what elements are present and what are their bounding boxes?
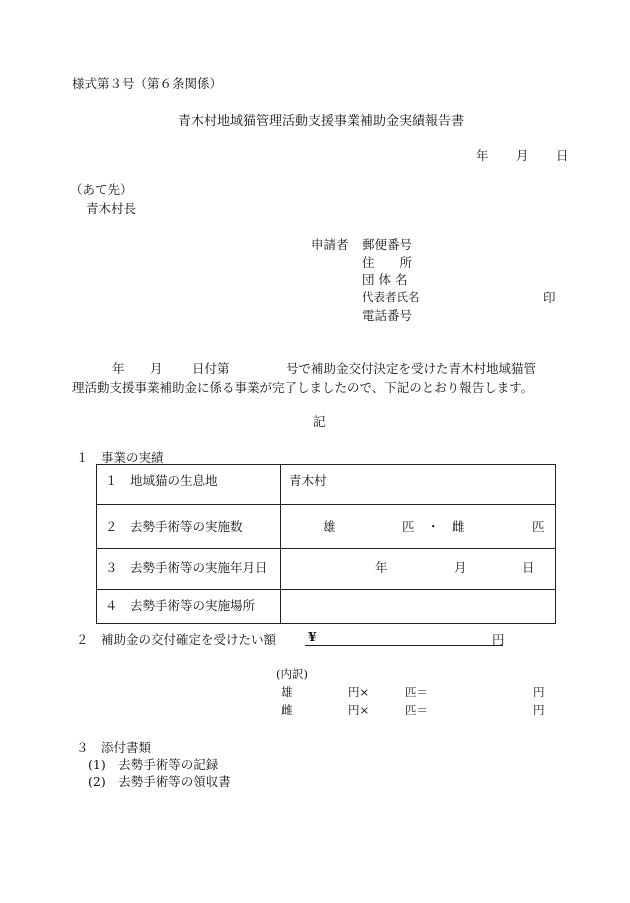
results-table <box>96 464 556 624</box>
postal-code-label: 郵便番号 <box>362 237 413 252</box>
body-day-ref: 日付第 <box>192 361 230 376</box>
applicant-label: 申請者 <box>311 237 349 252</box>
surgery-month: 月 <box>454 560 467 575</box>
female-unit: 匹 <box>532 519 545 534</box>
surgery-count-label: ２ 去勢手術等の実施数 <box>97 505 281 549</box>
address-label: 住 所 <box>362 255 413 270</box>
ki-heading: 記 <box>313 414 326 429</box>
male-label: 雄 <box>323 519 336 534</box>
breakdown-female-times: 円× <box>348 703 370 717</box>
attachment-item: (2) 去勢手術等の領収書 <box>88 774 231 789</box>
date-month: 月 <box>516 148 529 163</box>
breakdown-female-label: 雌 <box>281 703 293 717</box>
representative-label: 代表者氏名 <box>362 290 420 304</box>
table-row <box>97 590 556 624</box>
male-unit: 匹 <box>402 519 415 534</box>
breakdown-male-label: 雄 <box>281 685 293 699</box>
form-number: 様式第３号（第６条関係） <box>72 76 223 91</box>
separator-dot: ・ <box>427 519 440 534</box>
section1-title: １ 事業の実績 <box>76 450 164 465</box>
yen-unit: 円 <box>492 632 505 647</box>
table-row <box>97 465 556 505</box>
phone-label: 電話番号 <box>362 308 413 323</box>
breakdown-male-times: 円× <box>348 685 370 699</box>
surgery-date-label: ３ 去勢手術等の実施年月日 <box>97 549 281 590</box>
habitat-label: １ 地域猫の生息地 <box>97 465 281 505</box>
surgery-place-value <box>281 590 556 624</box>
addressee-name: 青木村長 <box>86 201 137 216</box>
body-year: 年 <box>112 361 125 376</box>
attachment-item: (1) 去勢手術等の記録 <box>88 757 219 772</box>
group-name-label: 団 体 名 <box>362 272 408 287</box>
table-row <box>97 549 556 590</box>
body-line2: 理活動支援事業補助金に係る事業が完了しましたので、下記のとおり報告します。 <box>72 380 534 395</box>
breakdown-female-yen: 円 <box>533 703 545 717</box>
surgery-place-label: ４ 去勢手術等の実施場所 <box>97 590 281 624</box>
seal-mark: 印 <box>543 290 556 305</box>
date-day: 日 <box>556 148 569 163</box>
section2-title: ２ 補助金の交付確定を受けたい額 <box>76 632 277 647</box>
surgery-count-value <box>281 505 556 549</box>
amount-underline <box>305 645 503 646</box>
body-month: 月 <box>150 361 163 376</box>
breakdown-label: (内訳) <box>276 667 308 681</box>
body-line1-rest: 号で補助金交付決定を受けた青木村地域猫管 <box>286 361 537 376</box>
breakdown-male-yen: 円 <box>533 685 545 699</box>
yen-mark: ¥ <box>308 629 317 644</box>
breakdown-female-eq: 匹＝ <box>405 703 428 717</box>
document-title: 青木村地域猫管理活動支援事業補助金実績報告書 <box>178 114 465 129</box>
addressee-label: （あて先） <box>70 182 133 197</box>
table-row <box>97 505 556 549</box>
surgery-date-value <box>281 549 556 590</box>
date-year: 年 <box>476 148 489 163</box>
habitat-value: 青木村 <box>281 465 556 505</box>
breakdown-male-eq: 匹＝ <box>405 685 428 699</box>
female-label: 雌 <box>452 519 465 534</box>
section3-title: ３ 添付書類 <box>76 740 152 755</box>
surgery-year: 年 <box>375 560 388 575</box>
surgery-day: 日 <box>522 560 535 575</box>
